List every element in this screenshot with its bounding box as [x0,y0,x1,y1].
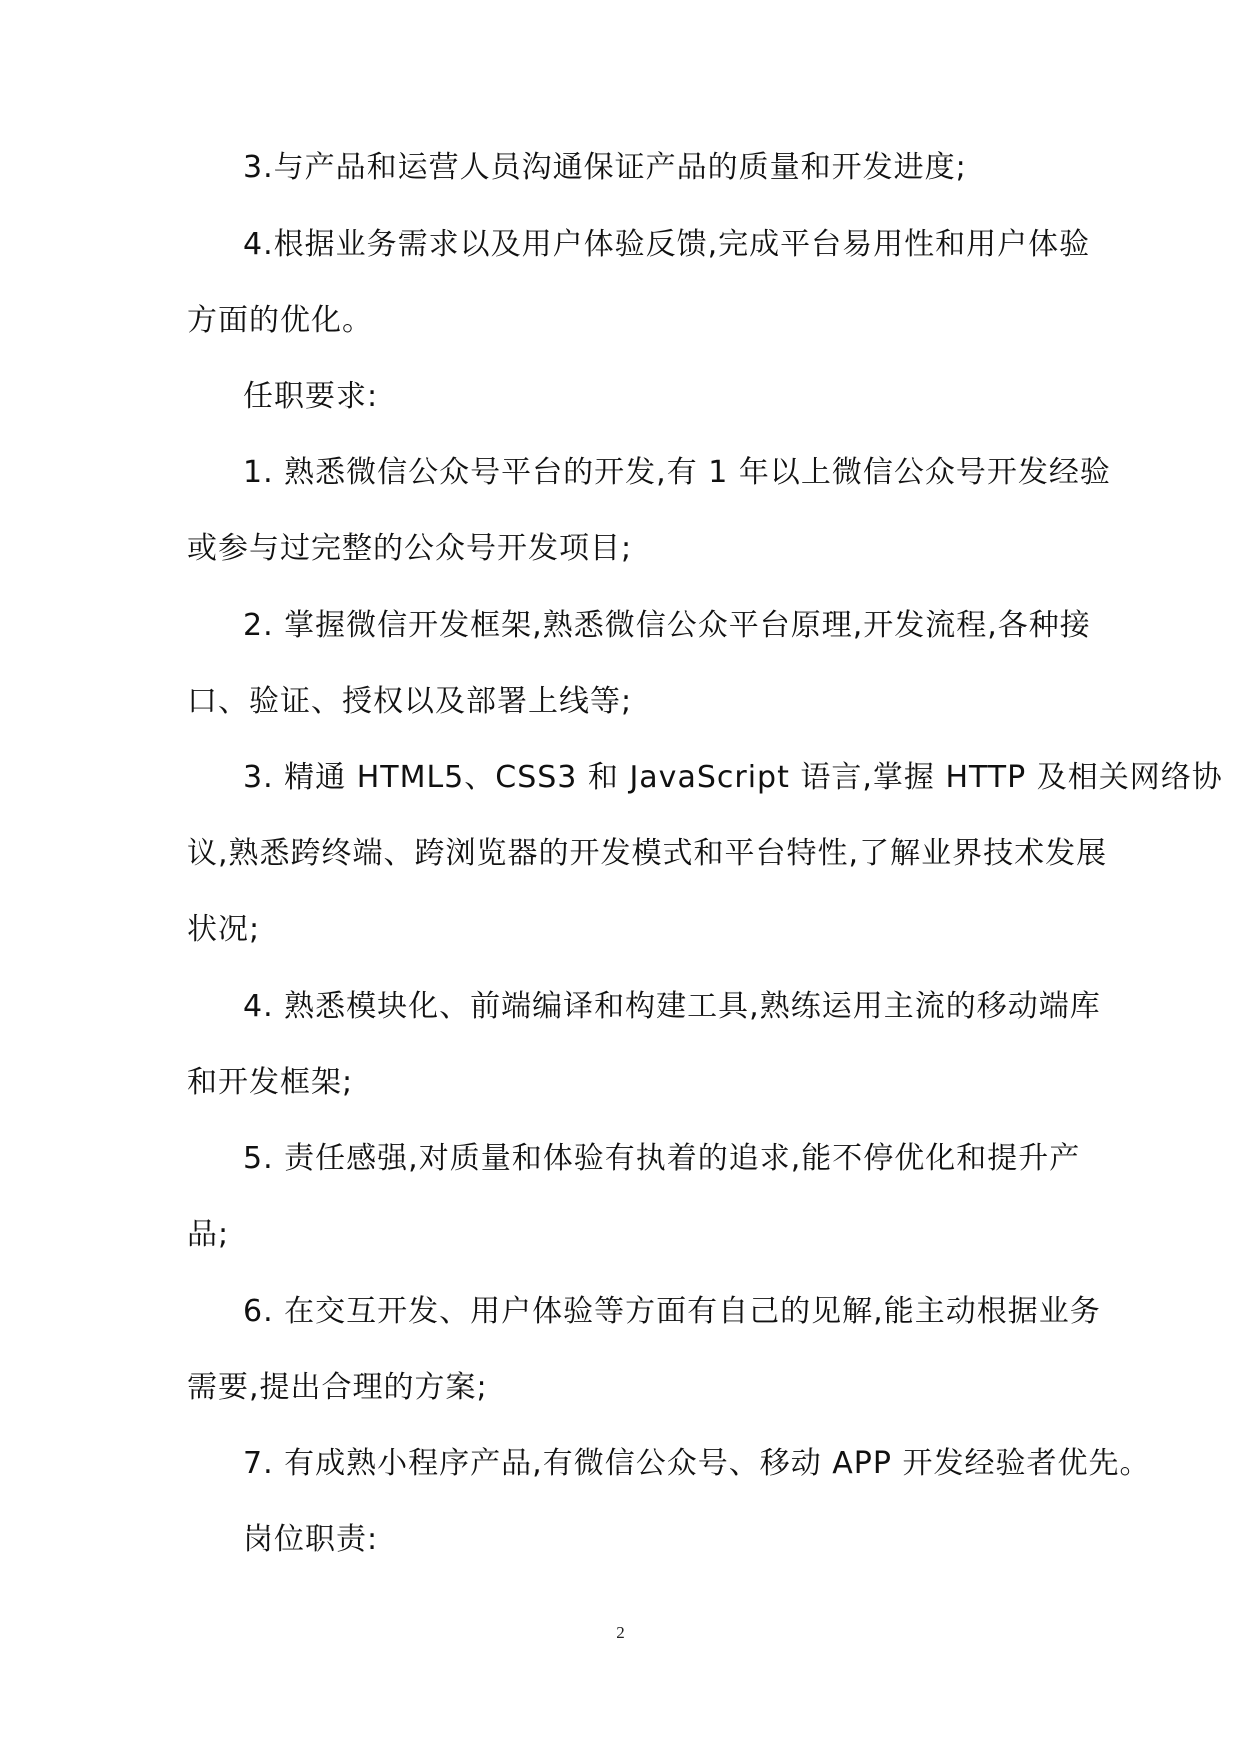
text-line: 需要,提出合理的方案; [187,1370,488,1405]
text-line: 议,熟悉跨终端、跨浏览器的开发模式和平台特性,了解业界技术发展 [187,836,1108,871]
text-line: 口、验证、授权以及部署上线等; [187,684,633,719]
text-line: 3. 精通 HTML5、CSS3 和 JavaScript 语言,掌握 HTTP 及相关网络协 [243,760,1223,795]
text-line: 5. 责任感强,对质量和体验有执着的追求,能不停优化和提升产 [243,1141,1081,1176]
text-line: 或参与过完整的公众号开发项目; [187,531,633,566]
page-number: 2 [616,1623,625,1642]
text-line: 2. 掌握微信开发框架,熟悉微信公众平台原理,开发流程,各种接 [243,608,1091,643]
text-line: 3.与产品和运营人员沟通保证产品的质量和开发进度; [243,150,967,185]
text-line: 6. 在交互开发、用户体验等方面有自己的见解,能主动根据业务 [243,1294,1101,1329]
section-heading: 任职要求: [243,379,379,414]
text-line: 4.根据业务需求以及用户体验反馈,完成平台易用性和用户体验 [243,227,1091,262]
text-line: 1. 熟悉微信公众号平台的开发,有 1 年以上微信公众号开发经验 [243,455,1111,490]
section-heading: 岗位职责: [243,1522,379,1557]
text-line: 和开发框架; [187,1065,354,1100]
text-line: 状况; [187,912,261,947]
text-line: 品; [187,1217,230,1252]
text-line: 7. 有成熟小程序产品,有微信公众号、移动 APP 开发经验者优先。 [243,1446,1151,1481]
text-line: 4. 熟悉模块化、前端编译和构建工具,熟练运用主流的移动端库 [243,989,1101,1024]
text-line: 方面的优化。 [187,303,373,338]
